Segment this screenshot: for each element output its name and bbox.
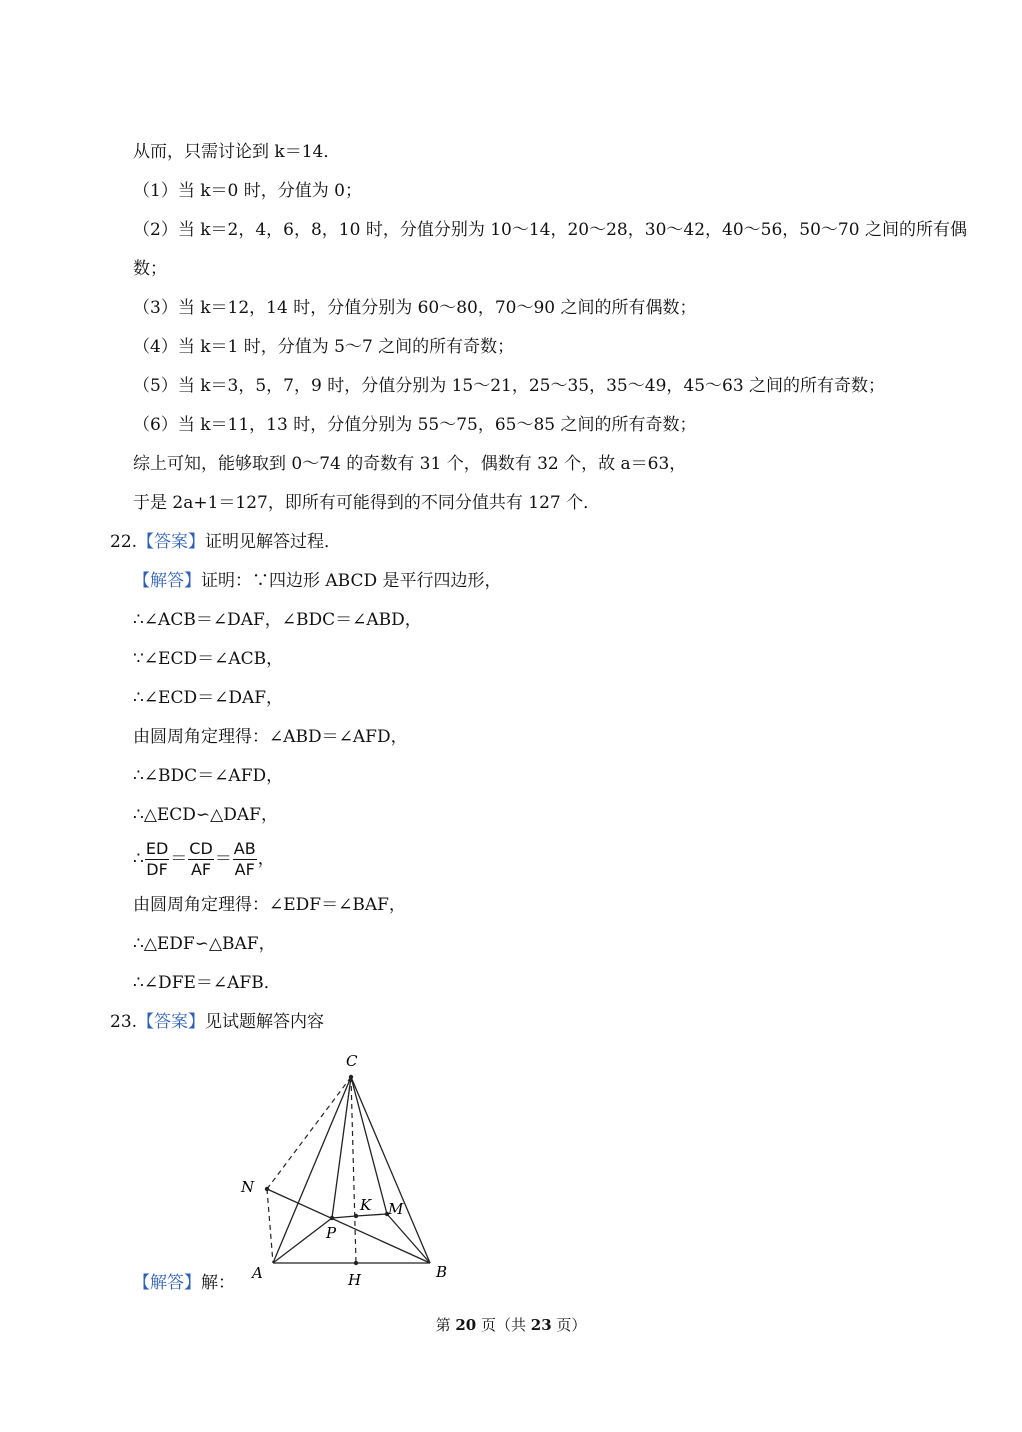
- text-line: （6）当 k＝11，13 时，分值分别为 55～75，65～85 之间的所有奇数；: [133, 415, 697, 435]
- proof-step: ∴∠ECD＝∠DAF，: [133, 688, 284, 708]
- segment-MB: [387, 1214, 430, 1263]
- point-K: [354, 1214, 358, 1218]
- dashed-CH: [351, 1077, 356, 1263]
- proof-step: 由圆周角定理得：∠EDF＝∠BAF，: [133, 895, 406, 915]
- fraction-denominator: AF: [190, 860, 212, 879]
- proof-step: ∵∠ECD＝∠ACB，: [133, 649, 284, 669]
- page-total: 23: [530, 1316, 552, 1334]
- text-line: （2）当 k＝2，4，6，8，10 时，分值分别为 10～14，20～28，30～42，40～56，50～70 之间的所有偶: [133, 220, 967, 240]
- page-number: 20: [455, 1316, 477, 1334]
- answer-text: 证明见解答过程．: [205, 532, 342, 552]
- q23-solution-line: [133, 1272, 235, 1294]
- footer-middle: 页（共: [476, 1316, 531, 1334]
- fraction-denominator: AF: [234, 860, 255, 879]
- text-line: 从而，只需讨论到 k＝14．: [133, 142, 341, 162]
- ratio-equation: [133, 838, 275, 880]
- solution-text: 证明：∵四边形 ABCD 是平行四边形，: [201, 571, 502, 591]
- q23-answer-line: [110, 1011, 324, 1033]
- question-number: 23.: [110, 1012, 138, 1032]
- fraction-numerator: ED: [145, 839, 169, 858]
- text-line: （1）当 k＝0 时，分值为 0；: [133, 181, 362, 201]
- text-line: 数；: [133, 259, 167, 279]
- proof-step: ∴△EDF∽△BAF，: [133, 934, 276, 954]
- geometry-figure: [230, 1040, 490, 1300]
- fraction: [145, 839, 169, 880]
- q22-answer-line: [110, 531, 341, 553]
- footer-suffix: 页）: [551, 1316, 587, 1334]
- point-C: [349, 1075, 353, 1079]
- label-H: H: [348, 1271, 362, 1289]
- equals-sign: ＝: [170, 849, 188, 869]
- label-N: N: [241, 1178, 255, 1196]
- answer-tag: 【答案】: [137, 1012, 206, 1032]
- label-M: M: [388, 1200, 404, 1218]
- solution-tag: 【解答】: [133, 571, 201, 591]
- fraction: [188, 839, 214, 880]
- segment-CM: [351, 1077, 387, 1214]
- ratio-prefix: ∴: [133, 849, 144, 869]
- segment-KM: [356, 1214, 387, 1216]
- footer-prefix: 第: [435, 1316, 456, 1334]
- segment-NB: [267, 1189, 430, 1263]
- segment-CA: [273, 1077, 351, 1263]
- label-B: B: [436, 1263, 448, 1281]
- question-number: 22.: [110, 532, 138, 552]
- equals-sign: ＝: [214, 849, 232, 869]
- text-line: （5）当 k＝3，5，7，9 时，分值分别为 15～21，25～35，35～49，45～63 之间的所有奇数；: [133, 376, 886, 396]
- text-line: （3）当 k＝12，14 时，分值分别为 60～80，70～90 之间的所有偶数；: [133, 298, 697, 318]
- proof-step: ∴∠BDC＝∠AFD，: [133, 766, 284, 786]
- dashed-NA: [267, 1189, 273, 1263]
- point-H: [354, 1261, 358, 1265]
- answer-tag: 【答案】: [137, 532, 206, 552]
- label-C: C: [346, 1052, 358, 1070]
- fraction: [233, 839, 257, 880]
- label-K: K: [360, 1196, 372, 1214]
- proof-step: 由圆周角定理得：∠ABD＝∠AFD，: [133, 727, 408, 747]
- proof-step: ∴∠DFE＝∠AFB．: [133, 973, 281, 993]
- answer-text: 见试题解答内容: [205, 1012, 325, 1032]
- proof-step: ∴△ECD∽△DAF，: [133, 805, 278, 825]
- solution-text: 解：: [201, 1273, 235, 1293]
- fraction-numerator: AB: [233, 839, 256, 858]
- fraction-denominator: DF: [146, 860, 168, 879]
- proof-step: ∴∠ACB＝∠DAF，∠BDC＝∠ABD，: [133, 610, 422, 630]
- label-A: A: [252, 1264, 263, 1282]
- text-line: 于是 2a+1＝127，即所有可能得到的不同分值共有 127 个．: [133, 493, 601, 513]
- point-N: [265, 1187, 269, 1191]
- solution-tag: 【解答】: [133, 1273, 201, 1293]
- text-line: 综上可知，能够取到 0～74 的奇数有 31 个，偶数有 32 个，故 a＝63，: [133, 454, 687, 474]
- segment-CB: [351, 1077, 430, 1263]
- label-P: P: [326, 1224, 337, 1242]
- fraction-numerator: CD: [189, 839, 213, 858]
- page-footer: [0, 1314, 1022, 1335]
- q22-solution-line: [133, 570, 502, 592]
- text-line: （4）当 k＝1 时，分值为 5～7 之间的所有奇数；: [133, 337, 515, 357]
- segment-PK: [332, 1216, 356, 1218]
- ratio-end: ，: [257, 849, 275, 869]
- point-P: [330, 1216, 334, 1220]
